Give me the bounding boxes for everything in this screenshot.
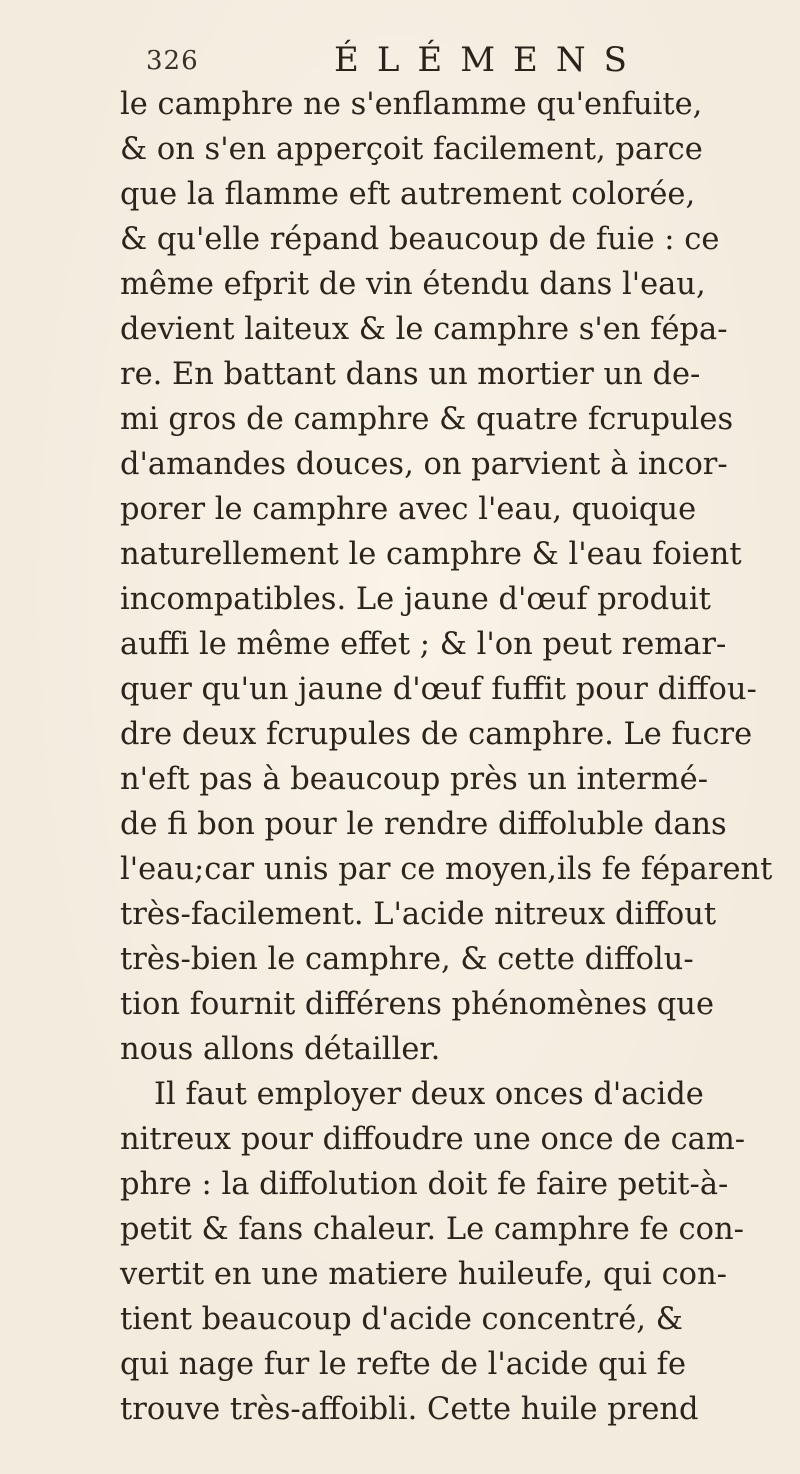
text-line: mi gros de camphre & quatre fcrupules (120, 402, 734, 437)
text-line: re. En battant dans un mortier un de- (120, 357, 701, 392)
text-line: tient beaucoup d'acide concentré, & (120, 1302, 683, 1337)
text-line: trouve très-affoibli. Cette huile prend (120, 1392, 699, 1427)
text-line: & on s'en apperçoit facilement, parce (120, 132, 703, 167)
text-line: petit & fans chaleur. Le camphre fe con- (120, 1212, 744, 1247)
text-line: & qu'elle répand beaucoup de fuie : ce (120, 222, 720, 257)
text-line: d'amandes douces, on parvient à incor- (120, 447, 728, 482)
body-text (120, 78, 800, 1458)
text-line: l'eau;car unis par ce moyen,ils fe féparent (120, 852, 773, 887)
text-line: auffi le même effet ; & l'on peut remar- (120, 627, 727, 662)
running-head: ÉLÉMENS (334, 40, 645, 80)
text-line: quer qu'un jaune d'œuf fuffit pour diffou- (120, 672, 757, 707)
page-number: 326 (146, 46, 199, 76)
text-line: nous allons détailler. (120, 1032, 441, 1067)
text-line: très-facilement. L'acide nitreux diffout (120, 897, 717, 932)
text-line: même efprit de vin étendu dans l'eau, (120, 267, 706, 302)
text-line: Il faut employer deux onces d'acide (154, 1077, 704, 1112)
text-line: devient laiteux & le camphre s'en fépa- (120, 312, 728, 347)
text-line: incompatibles. Le jaune d'œuf produit (120, 582, 711, 617)
text-line: phre : la diffolution doit fe faire petit-à- (120, 1167, 729, 1202)
text-line: le camphre ne s'enflamme qu'enfuite, (120, 87, 703, 122)
text-line: que la flamme eft autrement colorée, (120, 177, 696, 212)
text-line: très-bien le camphre, & cette diffolu- (120, 942, 694, 977)
text-line: de fi bon pour le rendre diffoluble dans (120, 807, 727, 842)
text-line: tion fournit différens phénomènes que (120, 987, 715, 1022)
text-line: vertit en une matiere huileufe, qui con- (120, 1257, 727, 1292)
text-line: qui nage fur le refte de l'acide qui fe (120, 1347, 686, 1382)
text-line: n'eft pas à beaucoup près un intermé- (120, 762, 709, 797)
text-line: naturellement le camphre & l'eau foient (120, 537, 742, 572)
text-line: porer le camphre avec l'eau, quoique (120, 492, 697, 527)
text-line: nitreux pour diffoudre une once de cam- (120, 1122, 746, 1157)
text-line: dre deux fcrupules de camphre. Le fucre (120, 717, 753, 752)
